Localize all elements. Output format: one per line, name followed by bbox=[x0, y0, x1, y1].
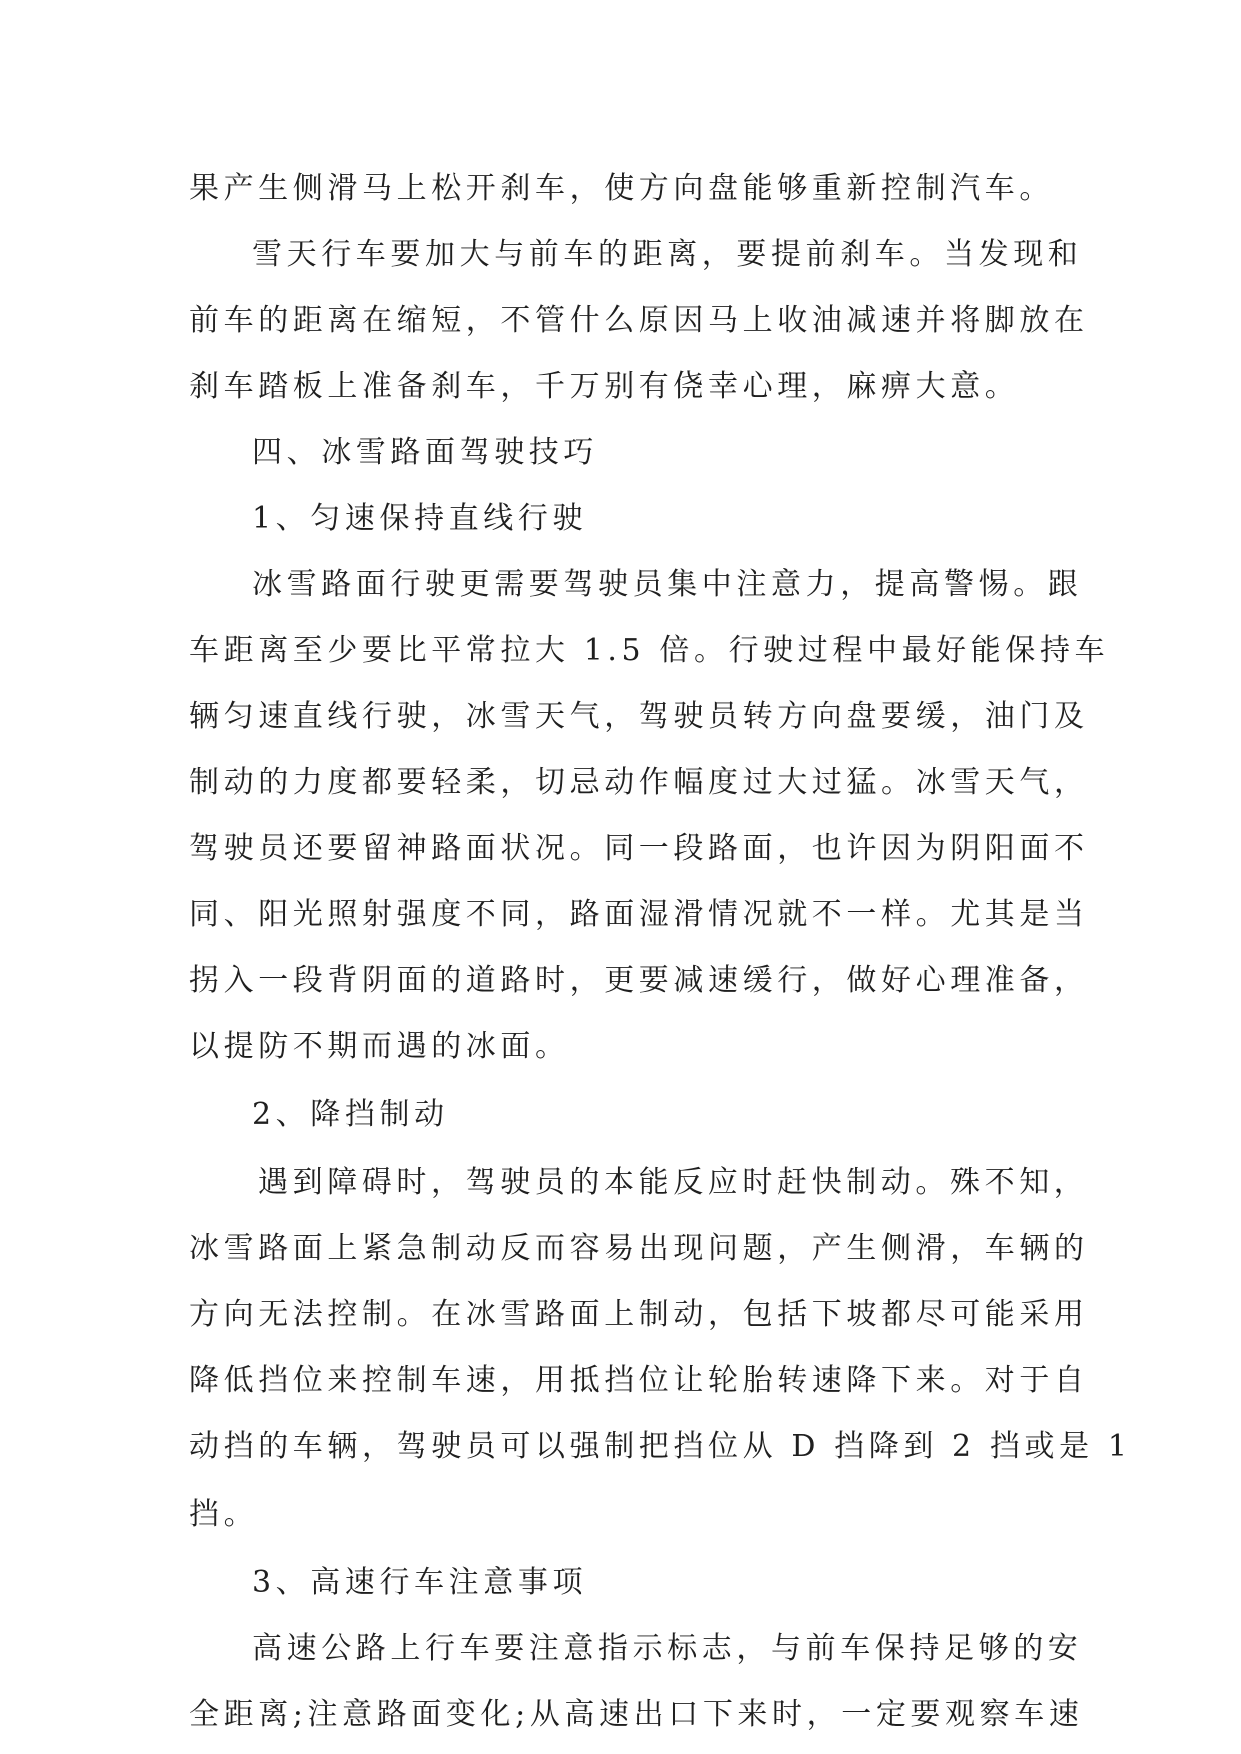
paragraph-line: 车距离至少要比平常拉大 1.5 倍。行驶过程中最好能保持车 bbox=[189, 633, 1110, 668]
paragraph-line: 以提防不期而遇的冰面。 bbox=[189, 1029, 570, 1064]
paragraph-line: 高速公路上行车要注意指示标志，与前车保持足够的安 bbox=[252, 1631, 1083, 1666]
paragraph-line: 果产生侧滑马上松开刹车，使方向盘能够重新控制汽车。 bbox=[189, 171, 1054, 206]
paragraph-line: 冰雪路面上紧急制动反而容易出现问题，产生侧滑，车辆的 bbox=[189, 1231, 1089, 1266]
paragraph-line: 刹车踏板上准备刹车，千万别有侥幸心理，麻痹大意。 bbox=[189, 369, 1020, 404]
paragraph-line: 全距离;注意路面变化;从高速出口下来时，一定要观察车速 bbox=[189, 1697, 1084, 1732]
paragraph-line: 冰雪路面行驶更需要驾驶员集中注意力，提高警惕。跟 bbox=[252, 567, 1083, 602]
paragraph-line: 辆匀速直线行驶，冰雪天气，驾驶员转方向盘要缓，油门及 bbox=[189, 699, 1089, 734]
paragraph-line: 方向无法控制。在冰雪路面上制动，包括下坡都尽可能采用 bbox=[189, 1297, 1089, 1332]
subsection-heading: 2、降挡制动 bbox=[252, 1097, 449, 1132]
paragraph-line: 制动的力度都要轻柔，切忌动作幅度过大过猛。冰雪天气， bbox=[189, 765, 1089, 800]
paragraph-line: 挡。 bbox=[189, 1497, 259, 1532]
paragraph-line: 雪天行车要加大与前车的距离，要提前刹车。当发现和 bbox=[252, 237, 1083, 272]
section-heading: 四、冰雪路面驾驶技巧 bbox=[252, 435, 598, 470]
paragraph-line: 动挡的车辆，驾驶员可以强制把挡位从 D 挡降到 2 挡或是 1 bbox=[189, 1429, 1132, 1464]
subsection-heading: 1、匀速保持直线行驶 bbox=[252, 501, 588, 536]
paragraph-line: 同、阳光照射强度不同，路面湿滑情况就不一样。尤其是当 bbox=[189, 897, 1089, 932]
paragraph-line: 降低挡位来控制车速，用抵挡位让轮胎转速降下来。对于自 bbox=[189, 1363, 1089, 1398]
paragraph-line: 拐入一段背阴面的道路时，更要减速缓行，做好心理准备， bbox=[189, 963, 1089, 998]
paragraph-line: 前车的距离在缩短，不管什么原因马上收油减速并将脚放在 bbox=[189, 303, 1089, 338]
subsection-heading: 3、高速行车注意事项 bbox=[252, 1565, 588, 1600]
paragraph-line: 遇到障碍时，驾驶员的本能反应时赶快制动。殊不知， bbox=[258, 1165, 1089, 1200]
paragraph-line: 驾驶员还要留神路面状况。同一段路面，也许因为阴阳面不 bbox=[189, 831, 1089, 866]
